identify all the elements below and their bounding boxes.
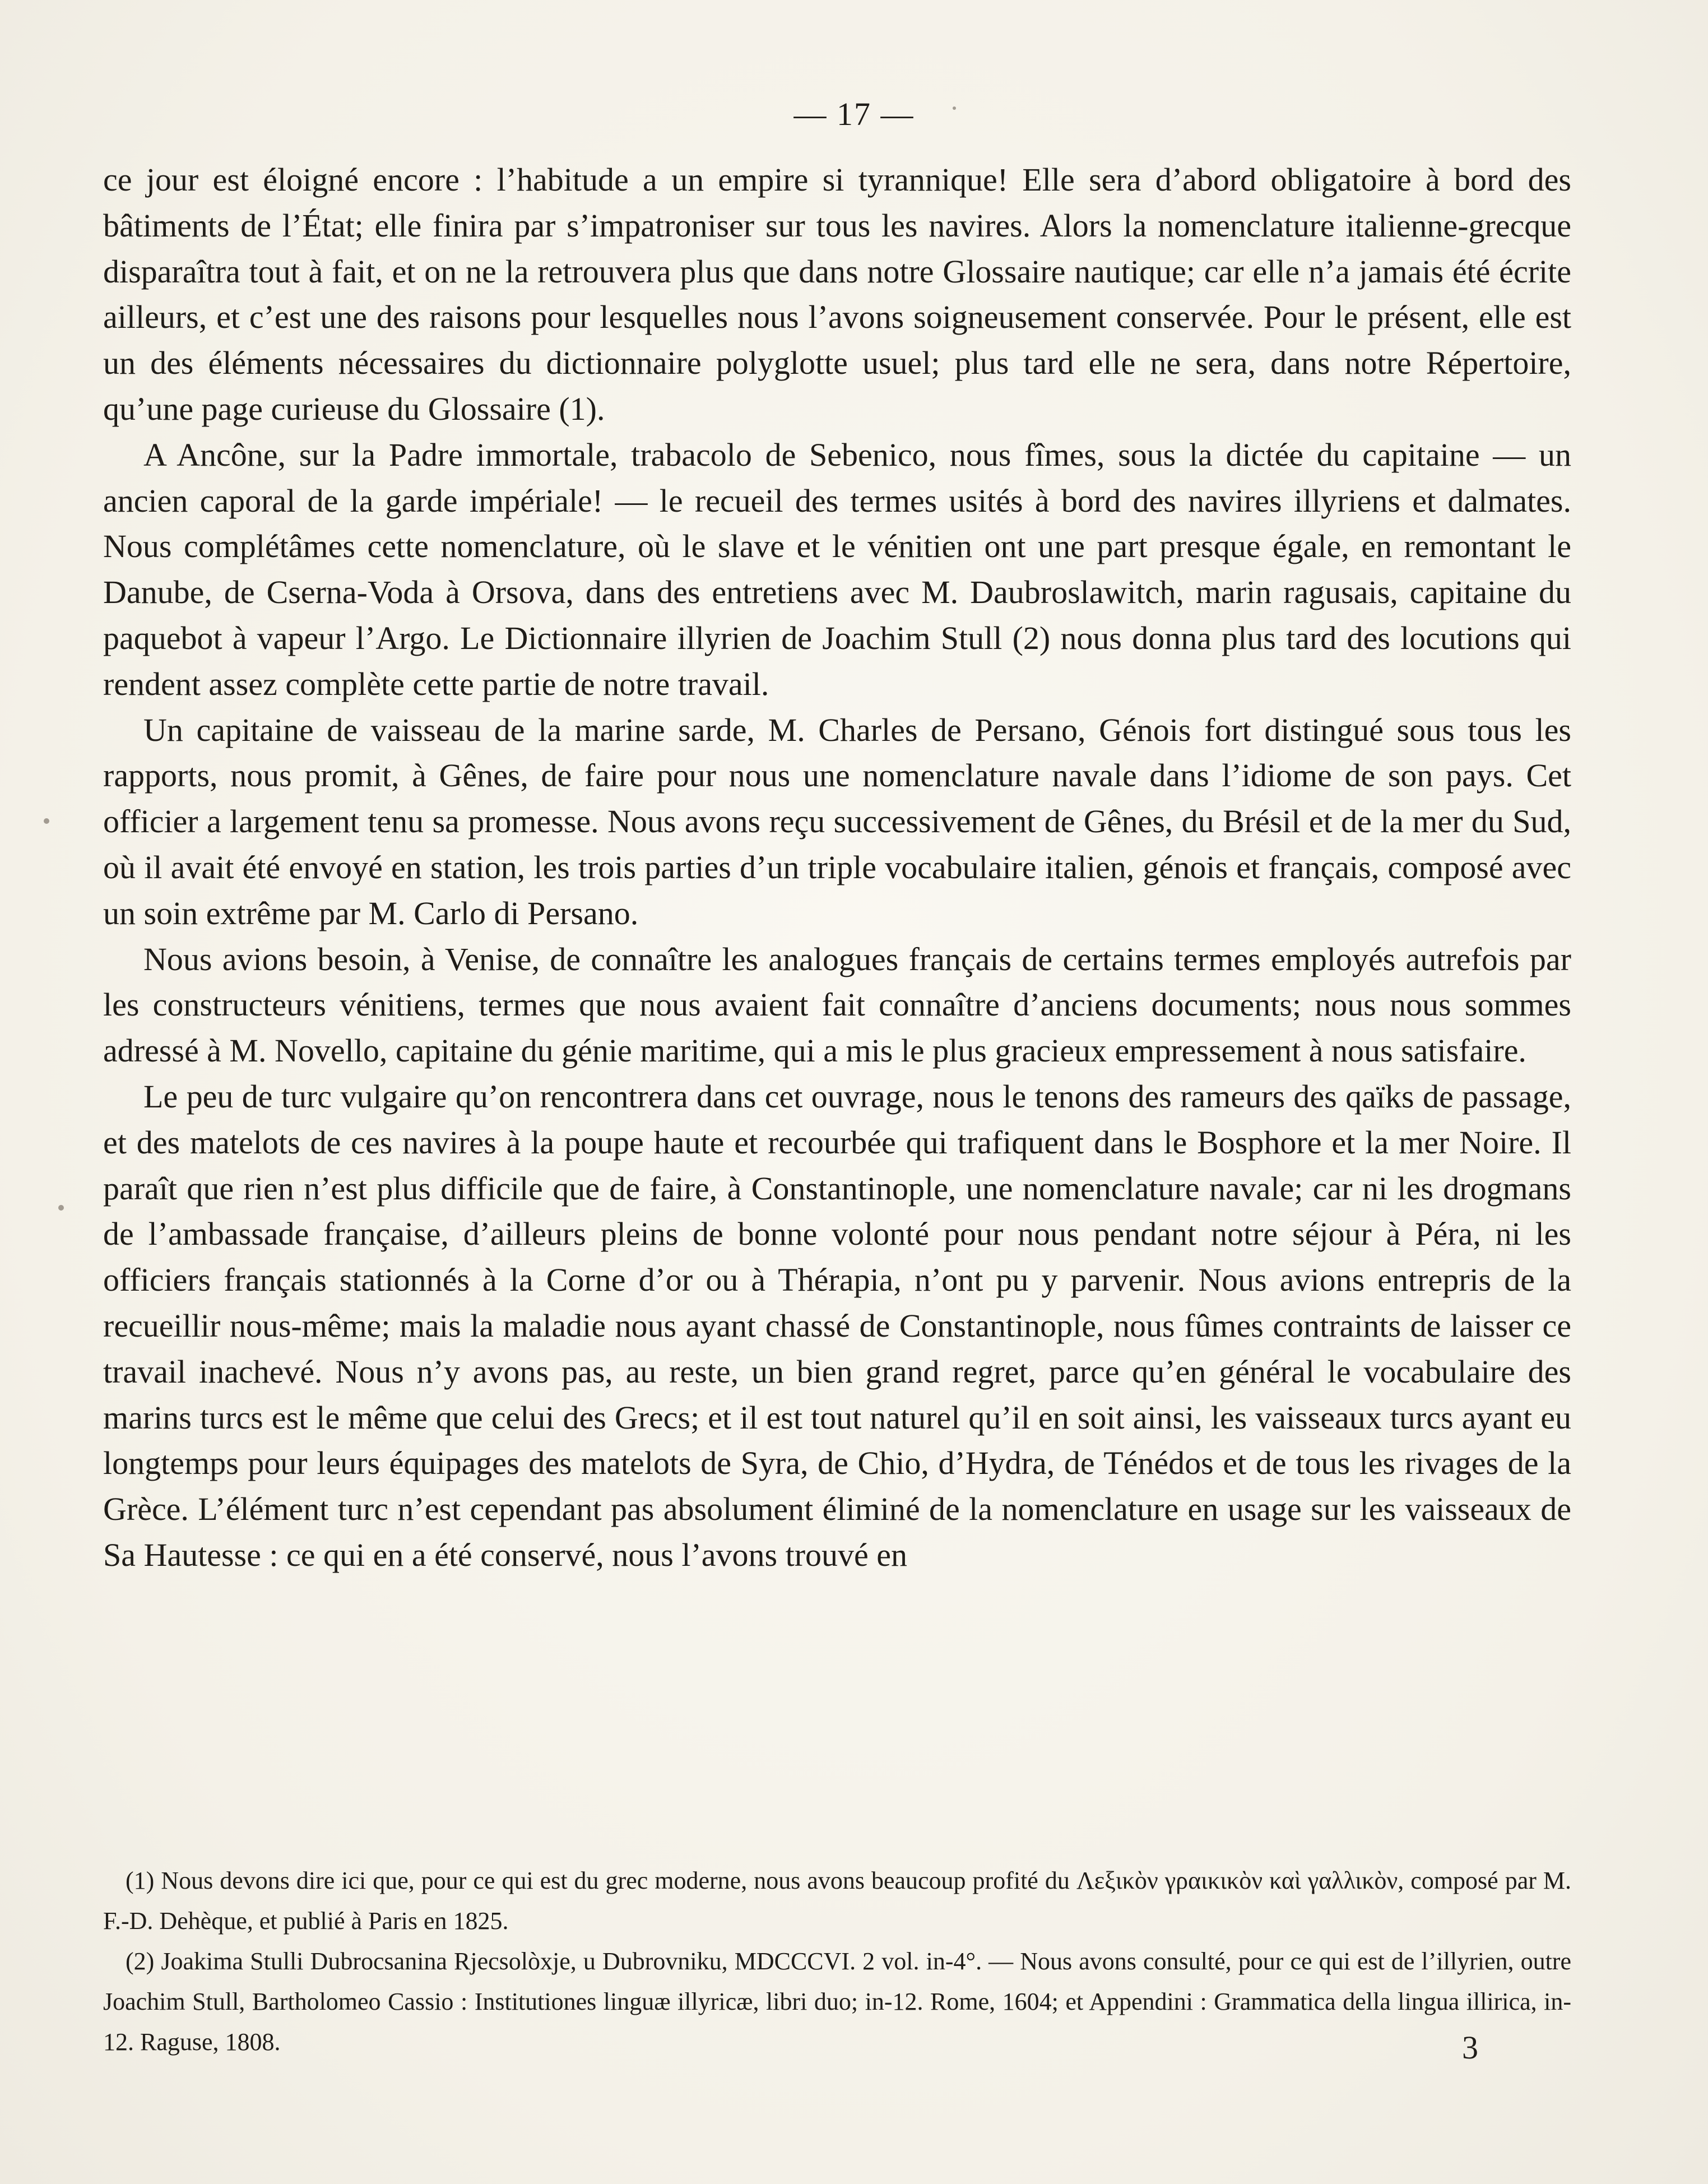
paper-spot [953, 106, 956, 110]
paragraph-3: Un capitaine de vaisseau de la marine sarde, M. Charles de Persano, Génois fort distingué sous tous les rapports, nous promit, à Gênes, de faire pour nous une nomenclature navale dans l’idiome de son pays. Cet officier a largement tenu sa promesse. Nous avons reçu successivement de Gênes, du Brésil et de la mer du Sud, où il avait été envoyé en station, les trois parties d’un triple vocabulaire italien, génois et français, composé avec un soin extrême par M. Carlo di Persano. [103, 711, 1571, 931]
body-text [103, 157, 1571, 1578]
sheet-signature-number: 3 [1462, 2029, 1478, 2066]
footnote-2: (2) Joakima Stulli Dubrocsanina Rjecsolòxje, u Dubrovniku, MDCCCVI. 2 vol. in-4°. — Nous avons consulté, pour ce qui est de l’illyrien, outre Joachim Stull, Bartholomeo Cassio : Institutiones linguæ illyricæ, libri duo; in-12. Rome, 1604; et Appendini : Grammatica della lingua illirica, in-12. Raguse, 1808. [103, 1947, 1571, 2056]
footnote-1: (1) Nous devons dire ici que, pour ce qui est du grec moderne, nous avons beaucoup profité du Λεξικὸν γραικικὸν καὶ γαλλικὸν, composé par M. F.-D. Dehèque, et publié à Paris en 1825. [103, 1867, 1571, 1935]
paragraph-2: A Ancône, sur la Padre immortale, trabacolo de Sebenico, nous fîmes, sous la dictée du capitaine — un ancien caporal de la garde impériale! — le recueil des termes usités à bord des navires illyriens et dalmates. Nous complétâmes cette nomenclature, où le slave et le vénitien ont une part presque égale, en remontant le Danube, de Cserna-Voda à Orsova, dans des entretiens avec M. Daubroslawitch, marin ragusais, capitaine du paquebot à vapeur l’Argo. Le Dictionnaire illyrien de Joachim Stull (2) nous donna plus tard des locutions qui rendent assez complète cette partie de notre travail. [103, 436, 1571, 702]
paragraph-5: Le peu de turc vulgaire qu’on rencontrera dans cet ouvrage, nous le tenons des rameurs des qaïks de passage, et des matelots de ces navires à la poupe haute et recourbée qui trafiquent dans le Bosphore et la mer Noire. Il paraît que rien n’est plus difficile que de faire, à Constantinople, une nomenclature navale; car ni les drogmans de l’ambassade française, d’ailleurs pleins de bonne volonté pour nous pendant notre séjour à Péra, ni les officiers français stationnés à la Corne d’or ou à Thérapia, n’ont pu y parvenir. Nous avions entrepris de la recueillir nous-même; mais la maladie nous ayant chassé de Constantinople, nous fûmes contraints de laisser ce travail inachevé. Nous n’y avons pas, au reste, un bien grand regret, parce qu’en général le vocabulaire des marins turcs est le même que celui des Grecs; et il est tout naturel qu’il en soit ainsi, les vaisseaux turcs ayant eu longtemps pour leurs équipages des matelots de Syra, de Chio, d’Hydra, de Ténédos et de tous les rivages de la Grèce. L’élément turc n’est cependant pas absolument éliminé de la nomenclature en usage sur les vaisseaux de Sa Hautesse : ce qui en a été conservé, nous l’avons trouvé en [103, 1078, 1571, 1573]
page-number: — 17 — [793, 96, 915, 132]
paragraph-4: Nous avions besoin, à Venise, de connaître les analogues français de certains termes employés autrefois par les constructeurs vénitiens, termes que nous avaient fait connaître d’anciens documents; nous nous sommes adressé à M. Novello, capitaine du génie maritime, qui a mis le plus gracieux empressement à nous satisfaire. [103, 940, 1571, 1069]
paper-spot [58, 1205, 64, 1211]
paper-spot [44, 818, 49, 824]
paragraph-1: ce jour est éloigné encore : l’habitude a un empire si tyrannique! Elle sera d’abord obligatoire à bord des bâtiments de l’État; elle finira par s’impatroniser sur tous les navires. Alors la nomenclature italienne-grecque disparaîtra tout à fait, et on ne la retrouvera plus que dans notre Glossaire nautique; car elle n’a jamais été écrite ailleurs, et c’est une des raisons pour lesquelles nous l’avons soigneusement conservée. Pour le présent, elle est un des éléments nécessaires du dictionnaire polyglotte usuel; plus tard elle ne sera, dans notre Répertoire, qu’une page curieuse du Glossaire (1). [103, 161, 1571, 427]
footnotes [103, 1861, 1571, 2062]
